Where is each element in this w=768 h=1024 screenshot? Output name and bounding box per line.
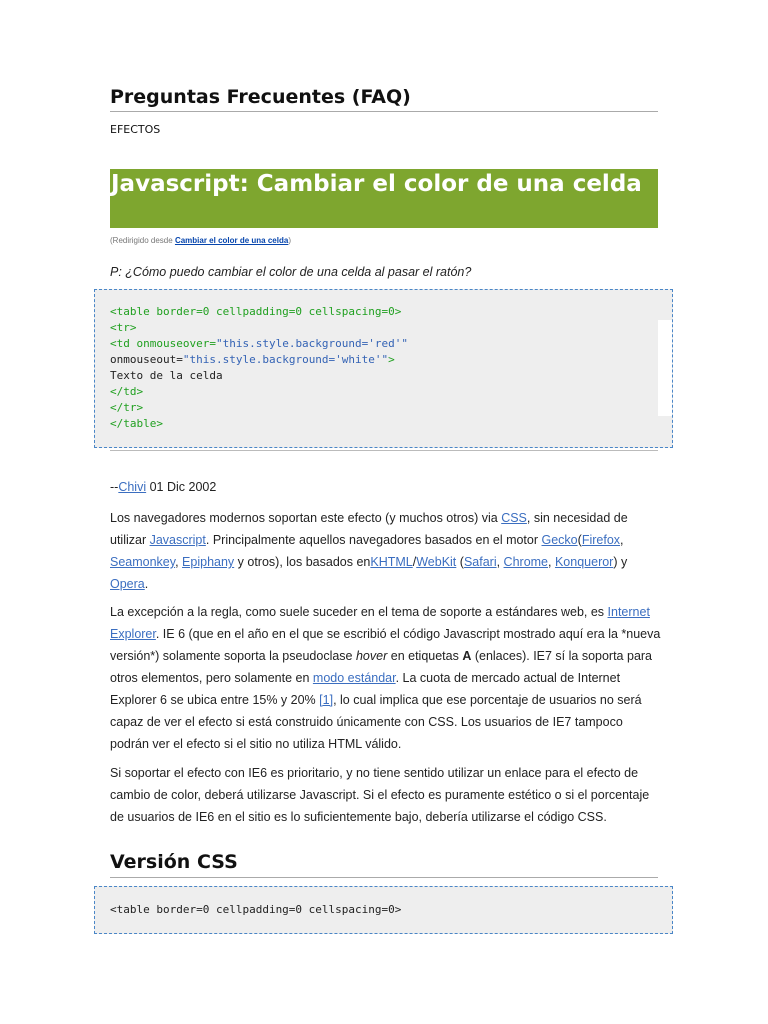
p1-text-3: . Principalmente aquellos navegadores basados en el motor	[205, 533, 542, 547]
code-line-4-close: >	[388, 353, 395, 366]
code-line-3-value: "this.style.background='red'"	[215, 337, 409, 350]
code-line-4-attr: onmouseout=	[110, 353, 183, 366]
p2-text-6: , lo cual implica que ese porcentaje de usuarios no será capaz de ver el efecto si está construido únicamente con CSS. Los usuarios de IE7 tampoco podrán ver el efecto si el sitio no utiliza HTML válido.	[110, 693, 642, 751]
p2-text-3: en etiquetas	[387, 649, 463, 663]
p1-text-5: y otros), los basados en	[234, 555, 371, 569]
signature-prefix: --	[110, 480, 119, 494]
p1-comma-3: ,	[496, 555, 504, 569]
p1-text-1: Los navegadores modernos soportan este efecto (y muchos otros) via	[110, 511, 502, 525]
link-webkit[interactable]: WebKit	[416, 555, 457, 569]
p1-comma-1: ,	[620, 533, 624, 547]
p2-text-4: (enlaces). IE7 sí la soporta para otros elementos, pero solamente en	[110, 649, 653, 685]
article-title-banner: Javascript: Cambiar el color de una celda	[110, 169, 658, 228]
page-title: Preguntas Frecuentes (FAQ)	[110, 86, 658, 112]
p1-text-4: (	[577, 533, 582, 547]
question-text: P: ¿Cómo puedo cambiar el color de una celda al pasar el ratón?	[110, 265, 472, 279]
link-opera[interactable]: Opera	[110, 577, 145, 591]
link-chrome[interactable]: Chrome	[503, 555, 549, 569]
link-konqueror[interactable]: Konqueror	[554, 555, 614, 569]
author-link[interactable]: Chivi	[118, 480, 147, 494]
p2-text-5: . La cuota de mercado actual de Internet Explorer 6 se ubica entre 15% y 20%	[110, 671, 621, 707]
paragraph-exception	[110, 601, 662, 755]
p2-text-2: . IE 6 (que en el año en el que se escribió el código Javascript mostrado aquí era la *nueva versión*) solamente soporta la pseudoclase	[110, 627, 661, 663]
css-code-line-1: <table border=0 cellpadding=0 cellspacing=0>	[110, 903, 402, 916]
p1-comma-2: ,	[175, 555, 183, 569]
paragraph-recommendation: Si soportar el efecto con IE6 es prioritario, y no tiene sentido utilizar un enlace para el efecto de cambio de color, deberá utilizarse Javascript. Si el efecto es puramente estético o si el porcentaje de usuarios de IE6 en el sitio es lo suficientemente bajo, debería utilizarse el código CSS.	[110, 766, 650, 824]
code-line-4-value: "this.style.background='white'"	[182, 353, 389, 366]
p2-text-1: La excepción a la regla, como suele suceder en el tema de soporte a estándares web, es	[110, 605, 608, 619]
p1-text-8: .	[144, 577, 149, 591]
p1-text-6: (	[456, 555, 464, 569]
link-seamonkey[interactable]: Seamonkey	[110, 555, 176, 569]
code-line-8: </table>	[110, 417, 163, 430]
code-line-6: </td>	[110, 385, 144, 398]
code-line-2: <tr>	[110, 321, 137, 334]
link-internet-explorer[interactable]: Internet Explorer	[110, 605, 650, 641]
code-scroll-gap	[658, 320, 672, 416]
link-javascript[interactable]: Javascript	[149, 533, 206, 547]
code-block-javascript	[94, 289, 673, 448]
link-safari[interactable]: Safari	[463, 555, 497, 569]
p2-hover: hover	[355, 649, 388, 663]
p1-slash: /	[412, 555, 417, 569]
p1-comma-4: ,	[548, 555, 555, 569]
link-khtml[interactable]: KHTML	[370, 555, 413, 569]
redirect-link[interactable]: Cambiar el color de una celda	[174, 236, 289, 245]
paragraph-browsers	[110, 507, 662, 595]
code-line-3-attr: <td onmouseover=	[110, 337, 216, 350]
redirect-prefix: (Redirigido desde	[110, 236, 175, 245]
section-label: EFECTOS	[110, 123, 161, 136]
signature	[110, 480, 216, 494]
p2-tag-a: A	[462, 649, 472, 663]
link-css[interactable]: CSS	[501, 511, 527, 525]
code-line-1: <table border=0 cellpadding=0 cellspacing=0>	[110, 305, 402, 318]
signature-date: 01 Dic 2002	[146, 480, 217, 494]
p1-text-7: ) y	[613, 555, 628, 569]
link-epiphany[interactable]: Epiphany	[182, 555, 235, 569]
section-heading-css: Versión CSS	[110, 851, 658, 878]
code-line-5: Texto de la celda	[110, 369, 223, 382]
code-block-css	[94, 886, 673, 934]
code-divider	[110, 450, 658, 451]
link-modo-estandar[interactable]: modo estándar	[312, 671, 396, 685]
p1-text-2: , sin necesidad de utilizar	[110, 511, 628, 547]
link-gecko[interactable]: Gecko	[541, 533, 578, 547]
link-reference-1[interactable]: [1]	[319, 693, 334, 707]
code-line-7: </tr>	[110, 401, 144, 414]
redirect-note	[110, 236, 291, 245]
redirect-suffix: )	[288, 236, 291, 245]
link-firefox[interactable]: Firefox	[581, 533, 621, 547]
